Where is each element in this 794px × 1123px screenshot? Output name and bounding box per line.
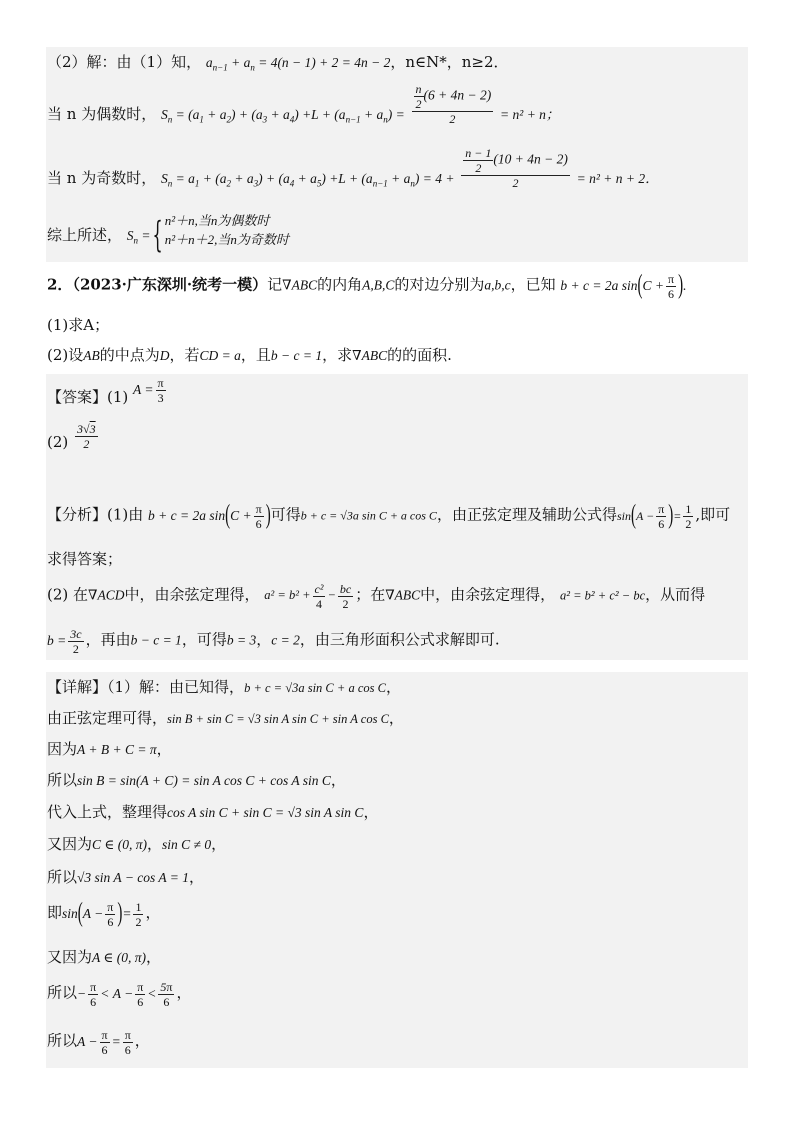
detail-line-1: 【详解】（1）解：由已知得，b + c = √3a sin C + a cos C， <box>47 678 401 696</box>
summary-cases: n²＋n,当n为偶数时 n²＋n＋2,当n为奇数时 <box>164 213 289 247</box>
answer-line-2: (2) $\frac{3√3}{2}$ <box>47 422 96 451</box>
problem-2-stem: 2．（2023·广东深圳·统考一模）记∇ABC的内角A,B,C的对边分别为a,b,c，已知 b + c = 2a sin(C + $\frac{\pi}{6}$ ). <box>47 271 687 301</box>
detail-line-4: 所以sin B = sin(A + C) = sin A cos C + cos A sin C， <box>47 771 346 789</box>
given-condition: b + c = 2a sin(C + $\frac{\pi}{6}$ ). <box>560 271 687 301</box>
detail-line-7: 所以√3 sin A − cos A = 1， <box>47 868 205 886</box>
answer-1-value: A = $\frac{\pi}{3}$ <box>133 376 164 405</box>
odd-sum-formula: $S_n = a_1 + (a_2 + a_3) + (a_4 + a_5) +L + (a_{n-1} + a_n) = 4$ + <box>160 171 455 189</box>
detail-line-11: 所以A − $\frac{\pi}{6}$ = $\frac{\pi}{6}$ ， <box>47 1028 150 1057</box>
detail-line-5: 代入上式，整理得cos A sin C + sin C = √3 sin A sin C， <box>47 803 379 821</box>
summary-line: 综上所述， $S_n$ = { n²＋n,当n为偶数时 n²＋n＋2,当n为奇数时 <box>47 213 289 255</box>
odd-sum-fraction: $\frac{n - 1}{2}$ (10 + 4n − 2) 2 <box>461 146 570 190</box>
detail-line-2: 由正弦定理可得，sin B + sin C = √3 sin A sin C + sin A cos C， <box>47 709 404 727</box>
analysis-line-2: 求得答案； <box>47 550 123 568</box>
odd-case-line: 当 n 为奇数时， $S_n = a_1 + (a_2 + a_3) + (a_4 + a_5) +L + (a_{n-1} + a_n) = 4$ + $\frac{n - 1}{2}$ (10 + 4n − 2) 2 = n² + n + 2． <box>47 146 659 190</box>
prev-part2-line: （2）解：由（1）知， $a_{n-1} + a_n = 4(n - 1) + 2 = 4n - 2$，n∈N*，n≥2． <box>47 53 509 73</box>
detail-line-10: 所以− $\frac{\pi}{6}$ < A − $\frac{\pi}{6}$ < $\frac{5\pi}{6}$ ， <box>47 980 192 1009</box>
detail-line-6: 又因为C ∈ (0, π)，sin C ≠ 0， <box>47 835 227 853</box>
detail-line-9: 又因为A ∈ (0, π)， <box>47 948 162 966</box>
even-case-line: 当 n 为偶数时， $S_n = (a_1 + a_2) + (a_3 + a_4) +L + (a_{n-1} + a_n)$ = $\frac{n}{2}$ (6 + 4n − 2) 2 = n² + n； <box>47 82 560 126</box>
analysis-line-1: 【分析】(1)由 b + c = 2a sin(C + $\frac{\pi}{6}$ )可得b + c = √3a sin C + a cos C，由正弦定理及辅助公式得sin(A − $\frac{\pi}{6}$ )= $\frac{1}{2}$ ,即可 <box>47 501 731 532</box>
detail-line-8: 即sin(A − $\frac{\pi}{6}$ )= $\frac{1}{2}$ ， <box>47 899 161 929</box>
detail-line-3: 因为A + B + C = π， <box>47 740 172 758</box>
analysis-line-3: (2) 在∇ACD中，由余弦定理得， a² = b² + $\frac{\text{c²}}{4}$ − $\frac{bc}{2}$ ；在∇ABC中，由余弦定理得， a² = b² + c² − bc，从而得 <box>47 582 706 611</box>
analysis-line-4: b = $\frac{3c}{2}$ ，再由b − c = 1，可得b = 3，c = 2，由三角形面积公式求解即可. <box>47 627 500 656</box>
question-1: (1)求A； <box>47 316 110 334</box>
answer-line-1: 【答案】(1) A = $\frac{\pi}{3}$ <box>47 376 168 405</box>
recurrence-formula: $a_{n-1} + a_n = 4(n - 1) + 2 = 4n - 2$ <box>205 55 391 73</box>
even-sum-fraction: $\frac{n}{2}$ (6 + 4n − 2) 2 <box>412 82 494 126</box>
answer-2-value: $\frac{3√3}{2}$ <box>77 422 96 451</box>
question-2: (2)设AB的中点为D，若CD = a，且b − c = 1，求∇ABC的的面积. <box>47 346 452 364</box>
even-sum-formula: $S_n = (a_1 + a_2) + (a_3 + a_4) +L + (a_{n-1} + a_n)$ = <box>160 107 405 125</box>
